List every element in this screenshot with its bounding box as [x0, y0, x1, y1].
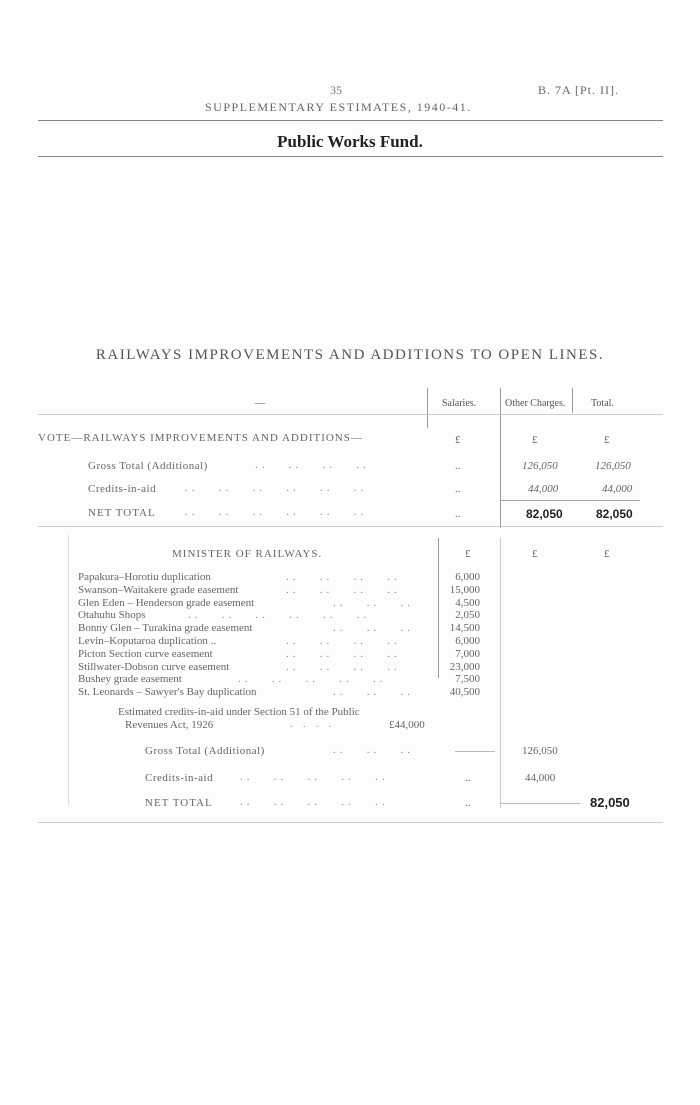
- item-name: Picton Section curve easement: [78, 647, 213, 660]
- item-name: Otahuhu Shops: [78, 609, 146, 622]
- list-item: [78, 673, 498, 686]
- minister-net-amount: 82,050: [590, 795, 630, 810]
- minister-net-label: NET TOTAL: [145, 797, 213, 809]
- estimated-credits-amount: £44,000: [389, 719, 425, 731]
- bottom-rule: [38, 822, 663, 823]
- dash-rule: [455, 751, 495, 752]
- vote-gross-salaries: ..: [455, 460, 461, 472]
- leader-dots: .. .. ..: [333, 686, 414, 699]
- list-item: [78, 648, 498, 661]
- leader-dots: .. .. .. ..: [255, 459, 370, 471]
- estimated-credits-line2: Revenues Act, 1926: [125, 719, 214, 731]
- minister-pound-other: £: [532, 548, 538, 560]
- vote-credits-salaries: ..: [455, 483, 461, 495]
- list-item: [78, 571, 498, 584]
- item-name: Bushey grade easement: [78, 673, 182, 686]
- vote-gross-other: 126,050: [522, 460, 558, 472]
- vote-pound-total: £: [604, 434, 610, 446]
- column-header-salaries: Salaries.: [442, 398, 477, 409]
- item-amount: 6,000: [455, 634, 480, 647]
- vote-credits-total: 44,000: [602, 483, 633, 495]
- minister-gross-label: Gross Total (Additional): [145, 745, 265, 757]
- minister-net-salaries: ..: [465, 797, 471, 809]
- column-header-other-charges: Other Charges.: [505, 398, 566, 409]
- vote-credits-other: 44,000: [528, 483, 559, 495]
- column-divider: [500, 538, 501, 808]
- vote-net-total: 82,050: [596, 507, 633, 521]
- list-item: [78, 597, 498, 610]
- item-amount: 6,000: [455, 571, 480, 583]
- item-amount: 4,500: [455, 596, 480, 609]
- item-name: Swanson–Waitakere grade easement: [78, 583, 239, 596]
- page-number: 35: [330, 83, 342, 97]
- minister-gross-amount: 126,050: [522, 745, 558, 757]
- item-name: Papakura–Horotiu duplication: [78, 571, 211, 583]
- top-rule: [38, 120, 663, 121]
- item-amount: 7,000: [455, 647, 480, 660]
- leader-dots: .. .. ..: [333, 622, 414, 635]
- column-header-total: Total.: [591, 398, 614, 409]
- item-amount: 40,500: [449, 686, 480, 699]
- leader-dots: .. .. .. ..: [286, 583, 401, 596]
- leader-dots: .. .. ..: [333, 596, 414, 609]
- minister-credits-label: Credits-in-aid: [145, 772, 214, 784]
- dash-rule: [500, 803, 580, 804]
- leader-dots: .. .. .. .. ..: [240, 796, 389, 808]
- leader-dots: .. .. .. ..: [286, 660, 401, 673]
- vote-credits-label: Credits-in-aid: [88, 483, 157, 495]
- item-amount: 2,050: [455, 609, 480, 622]
- vote-net-other: 82,050: [526, 507, 563, 521]
- section-title: RAILWAYS IMPROVEMENTS AND ADDITIONS TO OPEN LINES.: [95, 347, 605, 363]
- vote-net-label: NET TOTAL: [88, 507, 156, 519]
- column-divider: [427, 388, 428, 428]
- item-name: Bonny Glen – Turakina grade easement: [78, 622, 253, 635]
- leader-dots: .. .. .. .. .. ..: [188, 609, 371, 622]
- minister-title: MINISTER OF RAILWAYS.: [172, 548, 323, 560]
- title-rule: [38, 156, 663, 157]
- leader-dots: .. .. .. ..: [286, 647, 401, 660]
- estimated-credits-dots: . . . .: [290, 719, 336, 730]
- minister-left-rule: [68, 535, 69, 805]
- item-amount: 14,500: [449, 622, 480, 635]
- vote-gross-label: Gross Total (Additional): [88, 460, 208, 472]
- estimated-credits-line1: Estimated credits-in-aid under Section 51 of the Public: [118, 706, 360, 718]
- column-divider: [500, 388, 501, 528]
- works-list: [78, 571, 498, 699]
- document-reference: B. 7A [Pt. II].: [538, 83, 619, 97]
- item-amount: 7,500: [455, 673, 480, 686]
- column-header-description: —: [255, 398, 265, 409]
- minister-credits-amount: 44,000: [525, 772, 556, 784]
- item-name: St. Leonards – Sawyer's Bay duplication: [78, 686, 257, 699]
- minister-credits-salaries: ..: [465, 772, 471, 784]
- vote-pound-other: £: [532, 434, 538, 446]
- supplementary-heading: SUPPLEMENTARY ESTIMATES, 1940-41.: [205, 100, 472, 114]
- fund-title: Public Works Fund.: [277, 132, 423, 151]
- list-item: [78, 622, 498, 635]
- minister-pound-salaries: £: [465, 548, 471, 560]
- item-name: Glen Eden – Henderson grade easement: [78, 596, 255, 609]
- column-divider: [572, 388, 573, 413]
- list-item: [78, 609, 498, 622]
- leader-dots: .. .. .. .. ..: [238, 673, 387, 686]
- leader-dots: .. .. ..: [333, 744, 414, 756]
- header-rule: [38, 414, 663, 415]
- list-item: [78, 661, 498, 674]
- leader-dots: .. .. .. ..: [286, 634, 401, 647]
- leader-dots: .. .. .. ..: [286, 571, 401, 583]
- vote-gross-total: 126,050: [595, 460, 631, 472]
- item-name: Levin–Koputaroa duplication ..: [78, 634, 217, 647]
- minister-pound-total: £: [604, 548, 610, 560]
- list-item: [78, 686, 498, 699]
- item-name: Stillwater-Dobson curve easement: [78, 660, 230, 673]
- vote-pound-salaries: £: [455, 434, 461, 446]
- vote-bottom-rule: [38, 526, 663, 527]
- vote-net-salaries: ..: [455, 508, 461, 520]
- item-amount: 23,000: [449, 660, 480, 673]
- leader-dots: .. .. .. .. .. ..: [185, 482, 368, 494]
- list-item: [78, 635, 498, 648]
- list-item: [78, 584, 498, 597]
- item-amount: 15,000: [449, 583, 480, 596]
- sum-rule: [500, 500, 640, 501]
- leader-dots: .. .. .. .. ..: [240, 771, 389, 783]
- leader-dots: .. .. .. .. .. ..: [185, 506, 368, 518]
- vote-title: VOTE—RAILWAYS IMPROVEMENTS AND ADDITIONS—: [38, 432, 363, 444]
